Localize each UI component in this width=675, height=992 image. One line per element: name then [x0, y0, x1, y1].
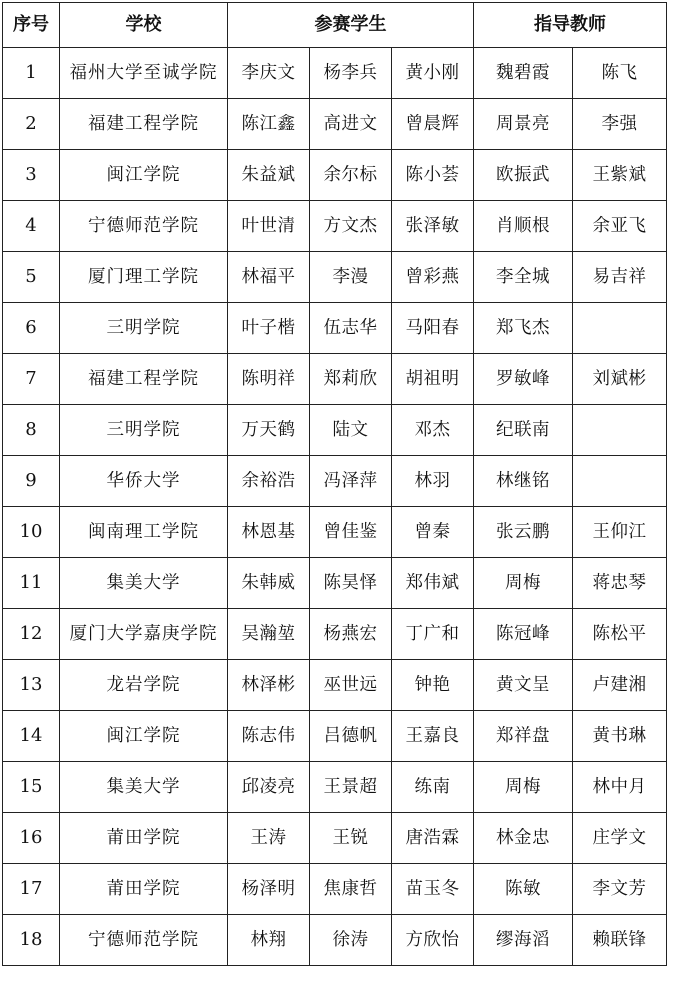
row-index-cell: 8: [3, 405, 60, 456]
table-row: [3, 711, 667, 762]
teacher-cell: 林金忠: [474, 813, 573, 864]
teacher-cell: 卢建湘: [573, 660, 667, 711]
teacher-cell: [573, 303, 667, 354]
school-cell: 闽南理工学院: [60, 507, 228, 558]
student-cell: 徐涛: [310, 915, 392, 966]
teacher-cell: 陈冠峰: [474, 609, 573, 660]
row-index-cell: 17: [3, 864, 60, 915]
teacher-cell: 郑祥盘: [474, 711, 573, 762]
table-row: [3, 558, 667, 609]
student-cell: 杨泽明: [228, 864, 310, 915]
header-school: 学校: [60, 3, 228, 48]
table-row: [3, 915, 667, 966]
student-cell: 曾秦: [392, 507, 474, 558]
student-cell: 练南: [392, 762, 474, 813]
student-cell: 陈江鑫: [228, 99, 310, 150]
school-cell: 厦门大学嘉庚学院: [60, 609, 228, 660]
student-cell: 邱凌亮: [228, 762, 310, 813]
student-cell: 陆文: [310, 405, 392, 456]
school-cell: 闽江学院: [60, 150, 228, 201]
student-cell: 方文杰: [310, 201, 392, 252]
student-cell: 冯泽萍: [310, 456, 392, 507]
row-index-cell: 18: [3, 915, 60, 966]
teacher-cell: 刘斌彬: [573, 354, 667, 405]
student-cell: 万天鹤: [228, 405, 310, 456]
teacher-cell: 罗敏峰: [474, 354, 573, 405]
student-cell: 郑莉欣: [310, 354, 392, 405]
student-cell: 王涛: [228, 813, 310, 864]
teacher-cell: 缪海滔: [474, 915, 573, 966]
row-index-cell: 4: [3, 201, 60, 252]
teacher-cell: 周梅: [474, 762, 573, 813]
school-cell: 闽江学院: [60, 711, 228, 762]
student-cell: 陈明祥: [228, 354, 310, 405]
student-cell: 胡祖明: [392, 354, 474, 405]
student-cell: 林翔: [228, 915, 310, 966]
teacher-cell: 李文芳: [573, 864, 667, 915]
school-cell: 华侨大学: [60, 456, 228, 507]
student-cell: 吕德帆: [310, 711, 392, 762]
table-row: [3, 201, 667, 252]
teacher-cell: 欧振武: [474, 150, 573, 201]
student-cell: 陈志伟: [228, 711, 310, 762]
teacher-cell: 魏碧霞: [474, 48, 573, 99]
student-cell: 郑伟斌: [392, 558, 474, 609]
teacher-cell: 林继铭: [474, 456, 573, 507]
school-cell: 集美大学: [60, 762, 228, 813]
student-cell: 李庆文: [228, 48, 310, 99]
student-cell: 钟艳: [392, 660, 474, 711]
school-cell: 三明学院: [60, 405, 228, 456]
school-cell: 宁德师范学院: [60, 201, 228, 252]
row-index-cell: 14: [3, 711, 60, 762]
student-cell: 余裕浩: [228, 456, 310, 507]
teacher-cell: 陈敏: [474, 864, 573, 915]
student-cell: 朱益斌: [228, 150, 310, 201]
teacher-cell: 林中月: [573, 762, 667, 813]
teacher-cell: 周梅: [474, 558, 573, 609]
student-cell: 曾晨辉: [392, 99, 474, 150]
student-cell: 王景超: [310, 762, 392, 813]
row-index-cell: 10: [3, 507, 60, 558]
row-index-cell: 5: [3, 252, 60, 303]
student-cell: 曾佳鉴: [310, 507, 392, 558]
teacher-cell: 黄书琳: [573, 711, 667, 762]
student-cell: 陈小荟: [392, 150, 474, 201]
school-cell: 莆田学院: [60, 813, 228, 864]
teacher-cell: 张云鹏: [474, 507, 573, 558]
school-cell: 莆田学院: [60, 864, 228, 915]
student-cell: 唐浩霖: [392, 813, 474, 864]
student-cell: 吴瀚堃: [228, 609, 310, 660]
header-teachers: 指导教师: [474, 3, 667, 48]
teacher-cell: 王紫斌: [573, 150, 667, 201]
row-index-cell: 15: [3, 762, 60, 813]
student-cell: 巫世远: [310, 660, 392, 711]
teacher-cell: [573, 456, 667, 507]
teacher-cell: 李强: [573, 99, 667, 150]
row-index-cell: 12: [3, 609, 60, 660]
student-cell: 焦康哲: [310, 864, 392, 915]
student-cell: 林福平: [228, 252, 310, 303]
student-cell: 张泽敏: [392, 201, 474, 252]
row-index-cell: 2: [3, 99, 60, 150]
student-cell: 王锐: [310, 813, 392, 864]
header-row: [3, 3, 667, 48]
table-row: [3, 660, 667, 711]
table-row: [3, 150, 667, 201]
teacher-cell: 余亚飞: [573, 201, 667, 252]
roster-body: [3, 48, 667, 966]
school-cell: 福州大学至诚学院: [60, 48, 228, 99]
student-cell: 林泽彬: [228, 660, 310, 711]
school-cell: 三明学院: [60, 303, 228, 354]
student-cell: 杨李兵: [310, 48, 392, 99]
teacher-cell: [573, 405, 667, 456]
school-cell: 福建工程学院: [60, 354, 228, 405]
student-cell: 丁广和: [392, 609, 474, 660]
school-cell: 宁德师范学院: [60, 915, 228, 966]
school-cell: 厦门理工学院: [60, 252, 228, 303]
student-cell: 杨燕宏: [310, 609, 392, 660]
table-row: [3, 99, 667, 150]
teacher-cell: 郑飞杰: [474, 303, 573, 354]
table-row: [3, 762, 667, 813]
table-row: [3, 456, 667, 507]
teacher-cell: 李全城: [474, 252, 573, 303]
teacher-cell: 肖顺根: [474, 201, 573, 252]
teacher-cell: 纪联南: [474, 405, 573, 456]
student-cell: 叶世清: [228, 201, 310, 252]
school-cell: 福建工程学院: [60, 99, 228, 150]
table-row: [3, 354, 667, 405]
teacher-cell: 蒋忠琴: [573, 558, 667, 609]
table-row: [3, 252, 667, 303]
teacher-cell: 易吉祥: [573, 252, 667, 303]
student-cell: 邓杰: [392, 405, 474, 456]
row-index-cell: 6: [3, 303, 60, 354]
table-row: [3, 813, 667, 864]
header-students: 参赛学生: [228, 3, 474, 48]
table-row: [3, 303, 667, 354]
student-cell: 苗玉冬: [392, 864, 474, 915]
student-cell: 余尔标: [310, 150, 392, 201]
teacher-cell: 黄文呈: [474, 660, 573, 711]
row-index-cell: 7: [3, 354, 60, 405]
header-index: 序号: [3, 3, 60, 48]
table-row: [3, 864, 667, 915]
student-cell: 王嘉良: [392, 711, 474, 762]
row-index-cell: 16: [3, 813, 60, 864]
school-cell: 龙岩学院: [60, 660, 228, 711]
student-cell: 林恩基: [228, 507, 310, 558]
row-index-cell: 9: [3, 456, 60, 507]
teacher-cell: 庄学文: [573, 813, 667, 864]
row-index-cell: 1: [3, 48, 60, 99]
table-row: [3, 609, 667, 660]
row-index-cell: 11: [3, 558, 60, 609]
teacher-cell: 陈飞: [573, 48, 667, 99]
student-cell: 曾彩燕: [392, 252, 474, 303]
row-index-cell: 13: [3, 660, 60, 711]
roster-table: [2, 2, 667, 966]
table-row: [3, 405, 667, 456]
table-row: [3, 48, 667, 99]
teacher-cell: 周景亮: [474, 99, 573, 150]
school-cell: 集美大学: [60, 558, 228, 609]
student-cell: 朱韩威: [228, 558, 310, 609]
student-cell: 陈昊怿: [310, 558, 392, 609]
student-cell: 方欣怡: [392, 915, 474, 966]
student-cell: 黄小刚: [392, 48, 474, 99]
student-cell: 李漫: [310, 252, 392, 303]
row-index-cell: 3: [3, 150, 60, 201]
teacher-cell: 王仰江: [573, 507, 667, 558]
student-cell: 叶子楷: [228, 303, 310, 354]
teacher-cell: 赖联锋: [573, 915, 667, 966]
student-cell: 林羽: [392, 456, 474, 507]
student-cell: 伍志华: [310, 303, 392, 354]
teacher-cell: 陈松平: [573, 609, 667, 660]
student-cell: 高进文: [310, 99, 392, 150]
student-cell: 马阳春: [392, 303, 474, 354]
table-row: [3, 507, 667, 558]
